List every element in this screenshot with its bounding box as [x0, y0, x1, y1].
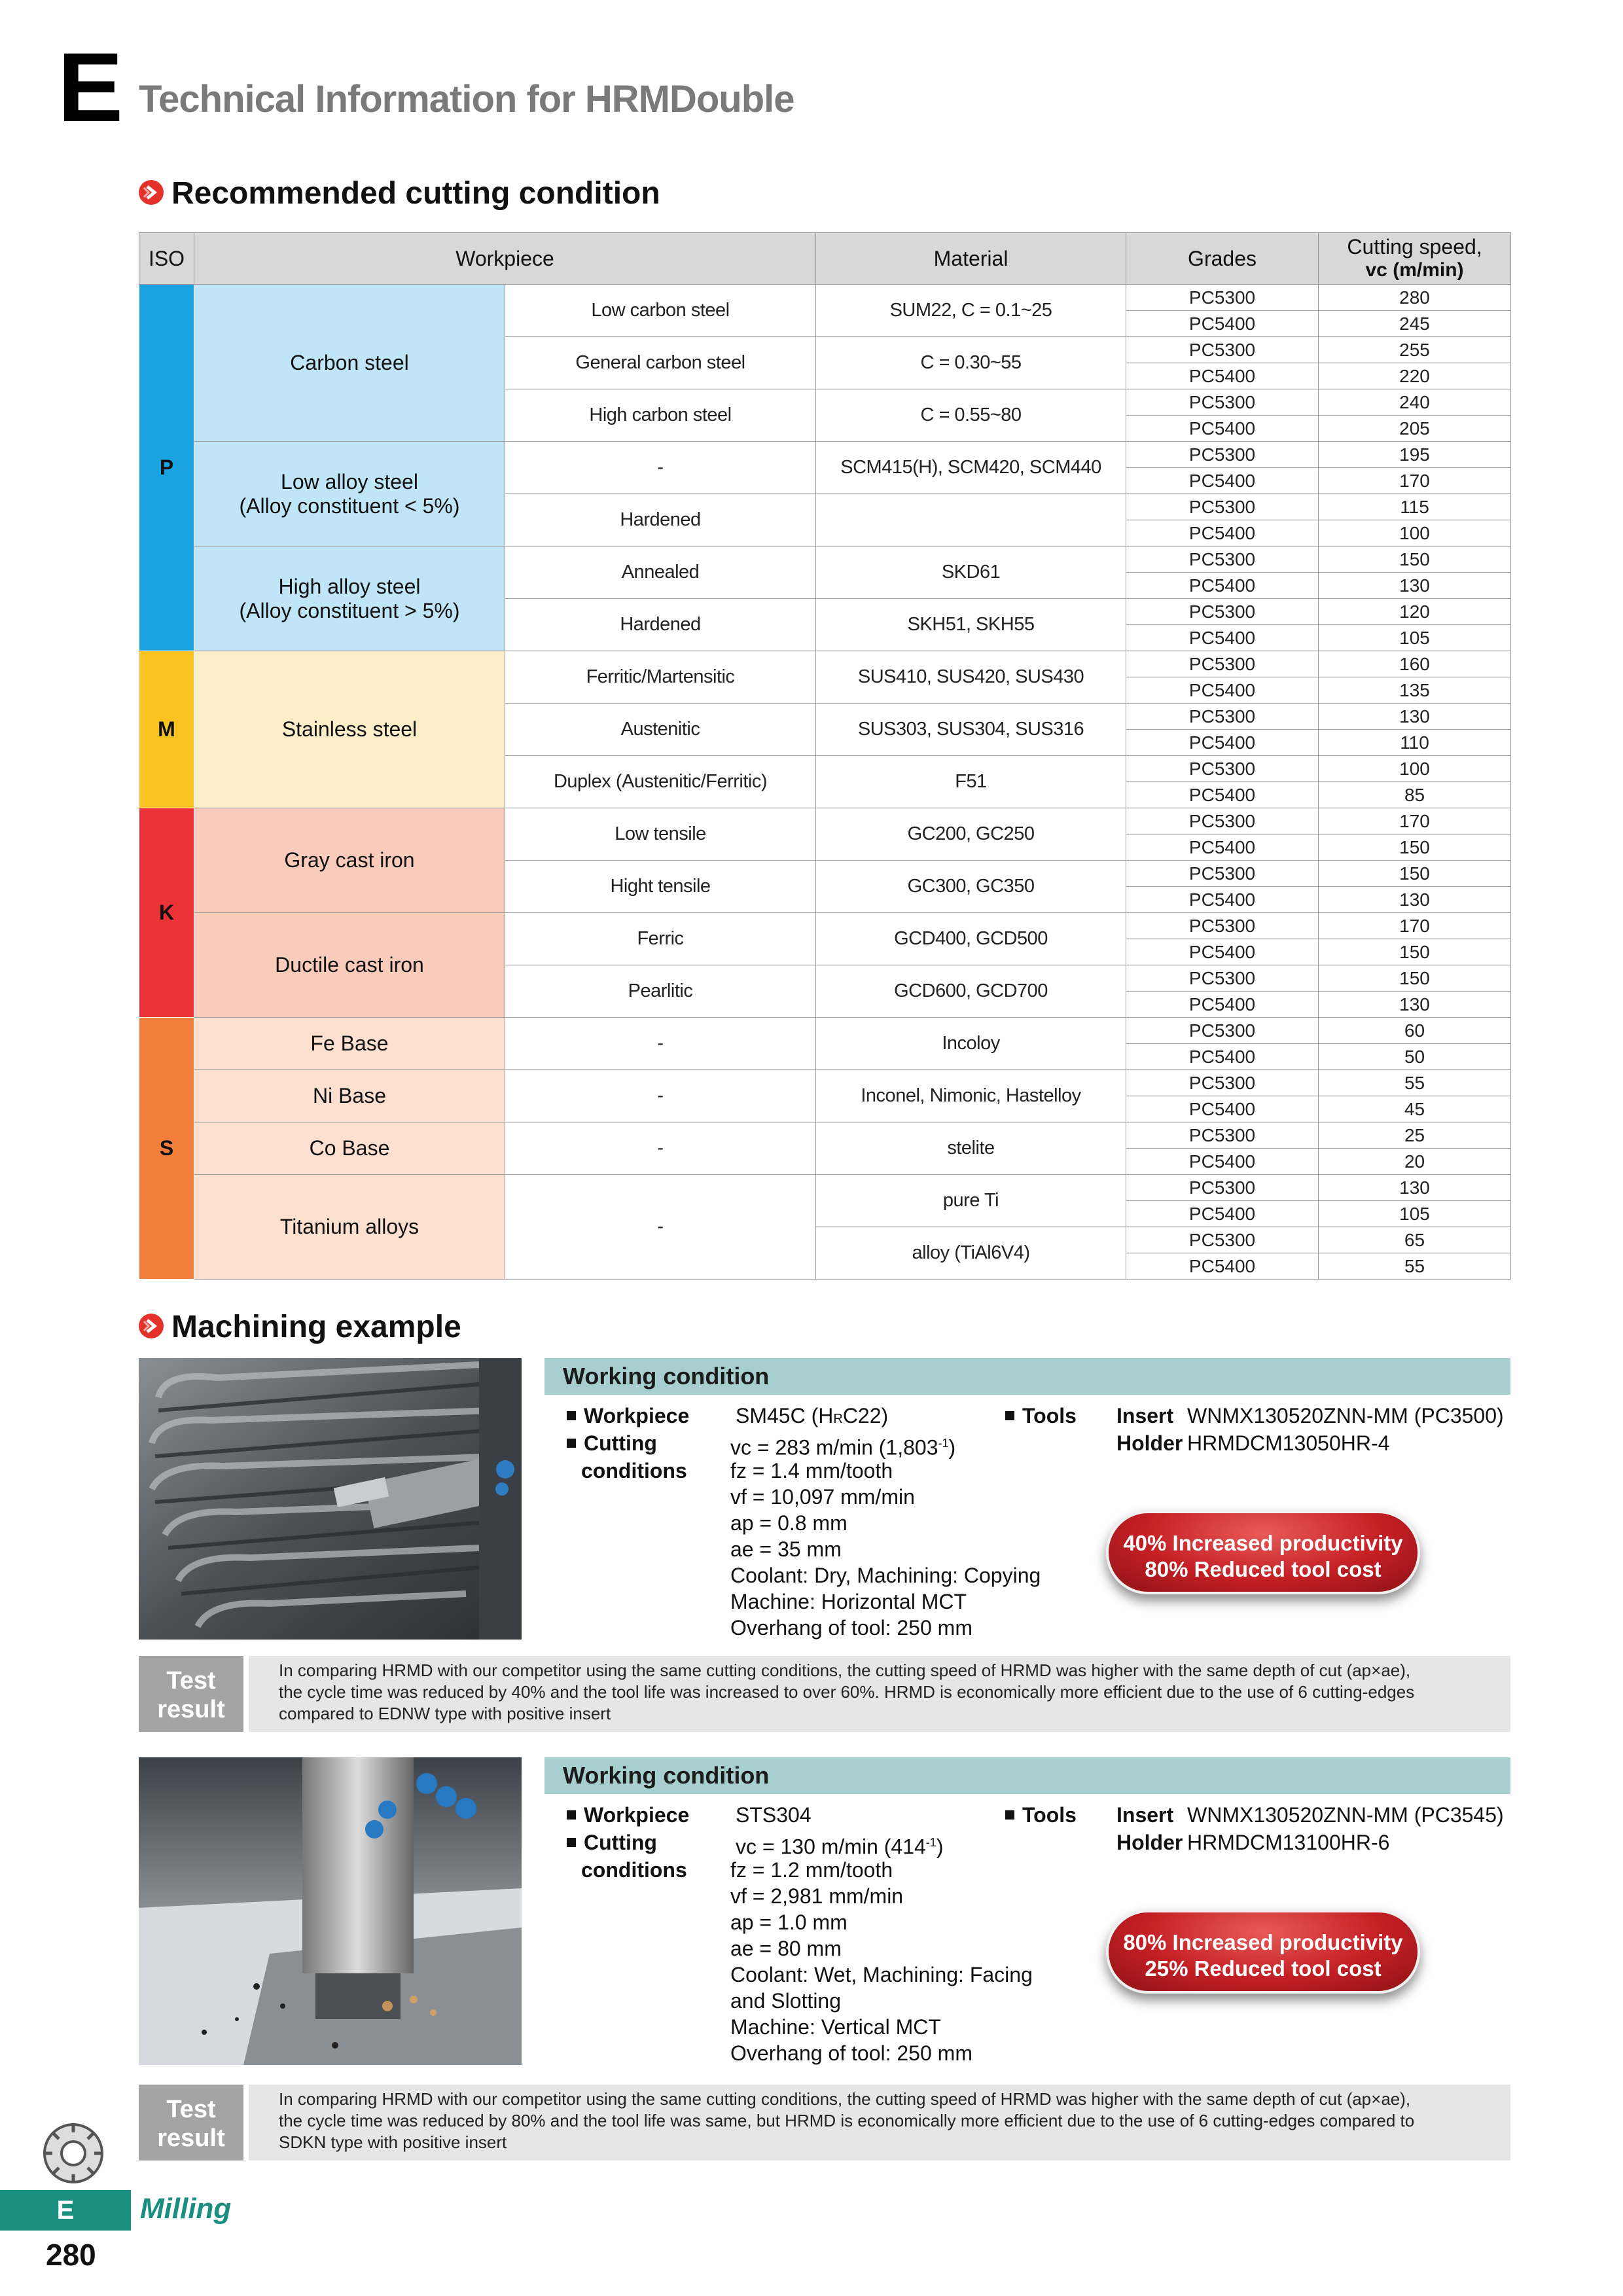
grade: PC5400 [1126, 1201, 1319, 1227]
condition-line: Overhang of tool: 250 mm [730, 1616, 972, 1640]
condition-line: and Slotting [730, 1989, 842, 2013]
grade: PC5300 [1126, 965, 1319, 992]
speed: 115 [1319, 494, 1511, 520]
grade: PC5300 [1126, 442, 1319, 468]
speed: 110 [1319, 730, 1511, 756]
speed: 150 [1319, 939, 1511, 965]
vc-value: vc = 283 m/min $(1,803^{-1})$ [730, 1435, 956, 1460]
square-bullet-icon [1005, 1810, 1014, 1820]
grade: PC5300 [1126, 1122, 1319, 1149]
workpiece-value: STS304 [736, 1803, 812, 1827]
table-row [139, 1122, 1511, 1149]
speed: 105 [1319, 1201, 1511, 1227]
grade: PC5300 [1126, 1070, 1319, 1096]
material-sus303: SUS303, SUS304, SUS316 [816, 704, 1126, 756]
grade: PC5400 [1126, 730, 1319, 756]
subtype-dash: - [505, 1018, 816, 1070]
condition-line: fz = 1.4 mm/tooth [730, 1459, 893, 1482]
milling-cutter-icon [41, 2121, 106, 2186]
speed: 130 [1319, 992, 1511, 1018]
result-badge-1: 40% Increased productivity 80% Reduced tool cost [1106, 1511, 1420, 1594]
footer-category: Milling [140, 2193, 232, 2225]
grade: PC5300 [1126, 547, 1319, 573]
grade: PC5300 [1126, 389, 1319, 416]
grade: PC5400 [1126, 1044, 1319, 1070]
category-gray-cast-iron: Gray cast iron [194, 808, 505, 913]
subtype-annealed: Annealed [505, 547, 816, 599]
table-row [139, 913, 1511, 939]
subtype-austenitic: Austenitic [505, 704, 816, 756]
workpiece-value: SM45C (HRC22) [736, 1404, 889, 1427]
speed: 170 [1319, 468, 1511, 494]
speed: 245 [1319, 311, 1511, 337]
working-condition-bar-1: Working condition [544, 1358, 1510, 1395]
grade: PC5300 [1126, 756, 1319, 782]
vc-value: vc = 130 m/min $(414^{-1})$ [736, 1835, 944, 1859]
table-header-row [139, 233, 1511, 285]
subtype-duplex: Duplex (Austenitic/Ferritic) [505, 756, 816, 808]
category-co-base: Co Base [194, 1122, 505, 1175]
grade: PC5400 [1126, 520, 1319, 547]
grade: PC5400 [1126, 416, 1319, 442]
category-stainless: Stainless steel [194, 651, 505, 808]
grade: PC5300 [1126, 285, 1319, 311]
working-condition-body-1: Workpiece SM45C (HRC22) Cutting conditions vc = 283 m/min $(1,803^{-1})$ fz = 1.4 mm/tooth vf = 10,097 mm/min ap = 0.8 mm ae = 35 mm Coolant: Dry, Machining: Copying Machine: Horizontal MCT Overhang of tool: 250 mm Tools Insert WNMX130520ZNN-MM (PC3500) Holder HRMDCM13050HR-4 [567, 1403, 1509, 1684]
recommended-heading [139, 175, 660, 211]
speed: 100 [1319, 756, 1511, 782]
table-row [139, 808, 1511, 834]
speed: 100 [1319, 520, 1511, 547]
category-ductile-cast-iron: Ductile cast iron [194, 913, 505, 1018]
category-high-alloy: High alloy steel (Alloy constituent > 5%) [194, 547, 505, 651]
test-result-label-1: Test result [139, 1656, 243, 1732]
material-skd61: SKD61 [816, 547, 1126, 599]
condition-line: ae = 80 mm [730, 1937, 842, 1960]
test-result-text-2: In comparing HRMD with our competitor using the same cutting conditions, the cutting speed of HRMD was higher with the same depth of cut (ap×ae), the cycle time was reduced by 80% and the tool life was same, but HRMD is economically more efficient due to the use of 6 cutting-edges compared to SDKN type with positive insert [249, 2085, 1510, 2161]
speed: 60 [1319, 1018, 1511, 1044]
grade: PC5300 [1126, 651, 1319, 677]
condition-line: Overhang of tool: 250 mm [730, 2041, 972, 2065]
iso-p: P [139, 285, 194, 651]
col-cutting-speed: Cutting speed, vc (m/min) [1319, 233, 1511, 285]
grade: PC5300 [1126, 1227, 1319, 1253]
table-row [139, 442, 1511, 468]
material-stelite: stelite [816, 1122, 1126, 1175]
holder-value: HRMDCM13100HR-6 [1187, 1831, 1390, 1854]
grade: PC5300 [1126, 704, 1319, 730]
speed: 220 [1319, 363, 1511, 389]
square-bullet-icon [1005, 1411, 1014, 1420]
insert-value: WNMX130520ZNN-MM (PC3545) [1187, 1803, 1504, 1827]
holder-value: HRMDCM13050HR-4 [1187, 1431, 1390, 1455]
condition-line: vf = 10,097 mm/min [730, 1485, 915, 1509]
grade: PC5300 [1126, 1018, 1319, 1044]
iso-m: M [139, 651, 194, 808]
grade: PC5400 [1126, 939, 1319, 965]
condition-line: vf = 2,981 mm/min [730, 1884, 904, 1908]
col-iso: ISO [139, 233, 194, 285]
condition-line: ap = 0.8 mm [730, 1511, 847, 1535]
table-row [139, 1175, 1511, 1201]
subtype-hardened: Hardened [505, 494, 816, 547]
condition-line: ae = 35 mm [730, 1537, 842, 1561]
speed: 150 [1319, 547, 1511, 573]
col-grades: Grades [1126, 233, 1319, 285]
speed: 50 [1319, 1044, 1511, 1070]
subtype-dash: - [505, 442, 816, 494]
category-titanium: Titanium alloys [194, 1175, 505, 1280]
test-result-text-1: In comparing HRMD with our competitor using the same cutting conditions, the cutting speed of HRMD was higher with the same depth of cut (ap×ae), the cycle time was reduced by 40% and the tool life was increased to over 60%. HRMD is economically more efficient due to the use of 6 cutting-edges compared to EDNW type with positive insert [249, 1656, 1510, 1732]
speed: 105 [1319, 625, 1511, 651]
iso-k: K [139, 808, 194, 1018]
insert-value: WNMX130520ZNN-MM (PC3500) [1187, 1404, 1504, 1427]
square-bullet-icon [567, 1411, 576, 1420]
material-incoloy: Incoloy [816, 1018, 1126, 1070]
working-condition-bar-2: Working condition [544, 1757, 1510, 1794]
condition-line: Machine: Vertical MCT [730, 2015, 941, 2039]
grade: PC5300 [1126, 808, 1319, 834]
subtype-hight-tensile: Hight tensile [505, 861, 816, 913]
speed: 160 [1319, 651, 1511, 677]
arrow-bullet-icon [139, 180, 164, 205]
table-row [139, 1018, 1511, 1044]
condition-line: ap = 1.0 mm [730, 1910, 847, 1934]
subtype-hardened: Hardened [505, 599, 816, 651]
grade: PC5400 [1126, 573, 1319, 599]
speed: 135 [1319, 677, 1511, 704]
speed: 130 [1319, 573, 1511, 599]
speed: 55 [1319, 1070, 1511, 1096]
speed: 205 [1319, 416, 1511, 442]
speed: 120 [1319, 599, 1511, 625]
speed: 280 [1319, 285, 1511, 311]
grade: PC5400 [1126, 782, 1319, 808]
condition-line: Coolant: Dry, Machining: Copying [730, 1564, 1041, 1587]
square-bullet-icon [567, 1838, 576, 1847]
subtype-pearlitic: Pearlitic [505, 965, 816, 1018]
speed: 130 [1319, 1175, 1511, 1201]
test-result-label-2: Test result [139, 2085, 243, 2161]
grade: PC5400 [1126, 625, 1319, 651]
category-low-alloy: Low alloy steel (Alloy constituent < 5%) [194, 442, 505, 547]
subtype-ferric: Ferric [505, 913, 816, 965]
subtype-high-carbon: High carbon steel [505, 389, 816, 442]
arrow-bullet-icon [139, 1314, 164, 1338]
subtype-dash: - [505, 1122, 816, 1175]
machining-heading-text: Machining example [171, 1310, 461, 1344]
grade: PC5300 [1126, 1175, 1319, 1201]
grade: PC5300 [1126, 861, 1319, 887]
table-row [139, 651, 1511, 677]
result-badge-2: 80% Increased productivity 25% Reduced tool cost [1106, 1910, 1420, 1994]
page-number: 280 [46, 2238, 96, 2272]
col-workpiece: Workpiece [194, 233, 816, 285]
category-fe-base: Fe Base [194, 1018, 505, 1070]
square-bullet-icon [567, 1439, 576, 1448]
category-ni-base: Ni Base [194, 1070, 505, 1122]
speed: 150 [1319, 834, 1511, 861]
material-pure-ti: pure Ti [816, 1175, 1126, 1227]
grade: PC5300 [1126, 599, 1319, 625]
recommended-heading-text: Recommended cutting condition [171, 176, 660, 211]
page-title: Technical Information for HRMDouble [139, 78, 794, 120]
grade: PC5400 [1126, 887, 1319, 913]
material-gc300: GC300, GC350 [816, 861, 1126, 913]
subtype-low-carbon: Low carbon steel [505, 285, 816, 337]
grade: PC5400 [1126, 363, 1319, 389]
subtype-dash: - [505, 1070, 816, 1122]
material-scm: SCM415(H), SCM420, SCM440 [816, 442, 1126, 494]
speed: 150 [1319, 965, 1511, 992]
material-c030: C = 0.30~55 [816, 337, 1126, 389]
section-letter: E [58, 32, 124, 142]
speed: 255 [1319, 337, 1511, 363]
grade: PC5300 [1126, 913, 1319, 939]
category-carbon-steel: Carbon steel [194, 285, 505, 442]
speed: 170 [1319, 808, 1511, 834]
material-c055: C = 0.55~80 [816, 389, 1126, 442]
speed: 150 [1319, 861, 1511, 887]
table-row [139, 547, 1511, 573]
grade: PC5400 [1126, 1253, 1319, 1280]
speed: 85 [1319, 782, 1511, 808]
material-sum22: SUM22, C = 0.1~25 [816, 285, 1126, 337]
material-alloy-ti: alloy (TiAl6V4) [816, 1227, 1126, 1280]
speed: 130 [1319, 887, 1511, 913]
condition-line: fz = 1.2 mm/tooth [730, 1858, 893, 1882]
speed: 170 [1319, 913, 1511, 939]
grade: PC5400 [1126, 311, 1319, 337]
subtype-ferritic-martensitic: Ferritic/Martensitic [505, 651, 816, 704]
material-gcd400: GCD400, GCD500 [816, 913, 1126, 965]
subtype-low-tensile: Low tensile [505, 808, 816, 861]
grade: PC5400 [1126, 677, 1319, 704]
working-condition-body-2: Workpiece STS304 Cutting conditions vc = 130 m/min $(414^{-1})$ fz = 1.2 mm/tooth vf = 2,981 mm/min ap = 1.0 mm ae = 80 mm Coolant: Wet, Machining: Facing and Slotting Machine: Vertical MCT Overhang of tool: 250 mm Tools Insert WNMX130520ZNN-MM (PC3545) Holder HRMDCM13100HR-6 [567, 1802, 1509, 2109]
material-empty [816, 494, 1126, 547]
condition-line: Coolant: Wet, Machining: Facing [730, 1963, 1033, 1986]
machining-photo-1 [139, 1358, 522, 1640]
square-bullet-icon [567, 1810, 576, 1820]
grade: PC5400 [1126, 468, 1319, 494]
material-sus410: SUS410, SUS420, SUS430 [816, 651, 1126, 704]
speed: 195 [1319, 442, 1511, 468]
machining-photo-2 [139, 1757, 522, 2065]
condition-line: Machine: Horizontal MCT [730, 1590, 967, 1613]
speed: 20 [1319, 1149, 1511, 1175]
subtype-general-carbon: General carbon steel [505, 337, 816, 389]
machining-heading [139, 1309, 461, 1345]
table-row [139, 1070, 1511, 1096]
grade: PC5300 [1126, 337, 1319, 363]
grade: PC5400 [1126, 1096, 1319, 1122]
material-f51: F51 [816, 756, 1126, 808]
grade: PC5400 [1126, 992, 1319, 1018]
speed: 240 [1319, 389, 1511, 416]
cutting-condition-table [139, 232, 1510, 1280]
grade: PC5400 [1126, 834, 1319, 861]
speed: 55 [1319, 1253, 1511, 1280]
speed: 45 [1319, 1096, 1511, 1122]
speed: 65 [1319, 1227, 1511, 1253]
col-material: Material [816, 233, 1126, 285]
material-gcd600: GCD600, GCD700 [816, 965, 1126, 1018]
speed: 130 [1319, 704, 1511, 730]
table-row [139, 285, 1511, 311]
grade: PC5400 [1126, 1149, 1319, 1175]
iso-s: S [139, 1018, 194, 1280]
speed: 25 [1319, 1122, 1511, 1149]
material-gc200: GC200, GC250 [816, 808, 1126, 861]
material-skh: SKH51, SKH55 [816, 599, 1126, 651]
material-inconel: Inconel, Nimonic, Hastelloy [816, 1070, 1126, 1122]
footer-section-tab: E [0, 2190, 131, 2231]
grade: PC5300 [1126, 494, 1319, 520]
subtype-dash: - [505, 1175, 816, 1280]
